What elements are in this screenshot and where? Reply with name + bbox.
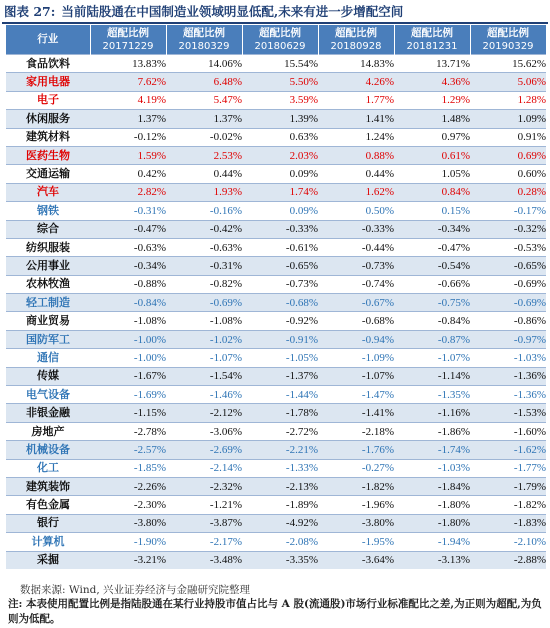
value-cell: -1.44%: [242, 386, 318, 404]
value-cell: -0.31%: [166, 257, 242, 275]
value-cell: -0.12%: [90, 128, 166, 146]
header-industry: 行业: [6, 25, 90, 55]
value-cell: -1.83%: [470, 514, 546, 532]
value-cell: 0.91%: [470, 128, 546, 146]
value-cell: -1.07%: [166, 349, 242, 367]
value-cell: -0.68%: [318, 312, 394, 330]
value-cell: 0.44%: [318, 165, 394, 183]
table-row: [6, 386, 546, 404]
industry-cell: 商业贸易: [6, 312, 90, 330]
header-col-date: 20180329: [178, 40, 230, 52]
value-cell: -1.08%: [90, 312, 166, 330]
value-cell: -1.35%: [394, 386, 470, 404]
table-row: [6, 349, 546, 367]
industry-cell: 建筑材料: [6, 128, 90, 146]
value-cell: -2.72%: [242, 422, 318, 440]
value-cell: 5.06%: [470, 73, 546, 91]
value-cell: 1.05%: [394, 165, 470, 183]
table-row: [6, 312, 546, 330]
value-cell: -2.78%: [90, 422, 166, 440]
value-cell: -0.65%: [470, 257, 546, 275]
table-row: [6, 202, 546, 220]
table-row: [6, 294, 546, 312]
value-cell: 5.47%: [166, 91, 242, 109]
value-cell: -0.66%: [394, 275, 470, 293]
value-cell: -1.14%: [394, 367, 470, 385]
industry-cell: 食品饮料: [6, 55, 90, 73]
value-cell: -1.95%: [318, 533, 394, 551]
value-cell: -0.69%: [470, 275, 546, 293]
value-cell: 1.48%: [394, 110, 470, 128]
table-row: [6, 110, 546, 128]
value-cell: -0.42%: [166, 220, 242, 238]
value-cell: 14.06%: [166, 55, 242, 73]
value-cell: -1.36%: [470, 367, 546, 385]
industry-cell: 轻工制造: [6, 294, 90, 312]
industry-cell: 家用电器: [6, 73, 90, 91]
value-cell: -0.61%: [242, 238, 318, 256]
value-cell: 1.74%: [242, 183, 318, 201]
header-col-6: [470, 25, 546, 55]
header-col-3: [242, 25, 318, 55]
footnote: 注: 本表使用配置比例是指陆股通在某行业持股市值占比与 A 股(流通股)市场行业标准配比之差,为正则为超配,为负则为低配。: [8, 598, 542, 625]
value-cell: -1.96%: [318, 496, 394, 514]
industry-cell: 非银金融: [6, 404, 90, 422]
value-cell: -1.37%: [242, 367, 318, 385]
table-row: [6, 220, 546, 238]
industry-cell: 通信: [6, 349, 90, 367]
value-cell: -0.86%: [470, 312, 546, 330]
table-body: [6, 55, 546, 569]
value-cell: -2.17%: [166, 533, 242, 551]
header-col-label: 超配比例: [411, 26, 453, 39]
value-cell: -4.92%: [242, 514, 318, 532]
value-cell: 2.53%: [166, 146, 242, 164]
value-cell: -0.82%: [166, 275, 242, 293]
value-cell: 1.24%: [318, 128, 394, 146]
value-cell: -0.33%: [318, 220, 394, 238]
value-cell: 13.71%: [394, 55, 470, 73]
value-cell: -0.34%: [394, 220, 470, 238]
value-cell: -1.21%: [166, 496, 242, 514]
value-cell: -1.03%: [394, 459, 470, 477]
value-cell: -1.79%: [470, 477, 546, 495]
value-cell: -1.41%: [318, 404, 394, 422]
header-col-1: [90, 25, 166, 55]
source-note: 数据来源: Wind, 兴业证券经济与金融研究院整理: [20, 584, 250, 596]
value-cell: 0.28%: [470, 183, 546, 201]
value-cell: -1.94%: [394, 533, 470, 551]
value-cell: -1.54%: [166, 367, 242, 385]
header-col-5: [394, 25, 470, 55]
value-cell: 0.69%: [470, 146, 546, 164]
value-cell: 1.28%: [470, 91, 546, 109]
value-cell: 13.83%: [90, 55, 166, 73]
header-col-4: [318, 25, 394, 55]
industry-cell: 医药生物: [6, 146, 90, 164]
value-cell: 3.59%: [242, 91, 318, 109]
table-row: [6, 533, 546, 551]
industry-cell: 交通运输: [6, 165, 90, 183]
header-col-label: 超配比例: [487, 26, 529, 39]
value-cell: -2.10%: [470, 533, 546, 551]
value-cell: 1.59%: [90, 146, 166, 164]
value-cell: -2.08%: [242, 533, 318, 551]
value-cell: -2.13%: [242, 477, 318, 495]
value-cell: -0.67%: [318, 294, 394, 312]
value-cell: -1.69%: [90, 386, 166, 404]
value-cell: -2.88%: [470, 551, 546, 569]
value-cell: -0.47%: [90, 220, 166, 238]
figure-title-text: 当前陆股通在中国制造业领域明显低配,未来有进一步增配空间: [61, 4, 404, 19]
table-row: [6, 183, 546, 201]
value-cell: 1.41%: [318, 110, 394, 128]
figure-label: 图表 27:: [4, 4, 56, 19]
industry-cell: 传媒: [6, 367, 90, 385]
value-cell: 15.62%: [470, 55, 546, 73]
value-cell: -2.26%: [90, 477, 166, 495]
value-cell: -2.30%: [90, 496, 166, 514]
value-cell: -1.07%: [318, 367, 394, 385]
value-cell: -2.69%: [166, 441, 242, 459]
value-cell: 0.15%: [394, 202, 470, 220]
value-cell: -2.14%: [166, 459, 242, 477]
value-cell: -0.53%: [470, 238, 546, 256]
value-cell: -1.33%: [242, 459, 318, 477]
table-row: [6, 330, 546, 348]
value-cell: -1.78%: [242, 404, 318, 422]
table-row: [6, 441, 546, 459]
value-cell: 4.36%: [394, 73, 470, 91]
value-cell: 0.44%: [166, 165, 242, 183]
industry-cell: 化工: [6, 459, 90, 477]
industry-cell: 机械设备: [6, 441, 90, 459]
value-cell: -1.76%: [318, 441, 394, 459]
table-row: [6, 404, 546, 422]
value-cell: -1.74%: [394, 441, 470, 459]
header-col-label: 超配比例: [107, 26, 149, 39]
value-cell: -0.87%: [394, 330, 470, 348]
value-cell: 14.83%: [318, 55, 394, 73]
value-cell: -3.21%: [90, 551, 166, 569]
value-cell: -0.63%: [90, 238, 166, 256]
industry-cell: 电气设备: [6, 386, 90, 404]
industry-cell: 钢铁: [6, 202, 90, 220]
value-cell: -0.65%: [242, 257, 318, 275]
value-cell: 1.93%: [166, 183, 242, 201]
value-cell: -2.32%: [166, 477, 242, 495]
table-row: [6, 367, 546, 385]
value-cell: -1.90%: [90, 533, 166, 551]
value-cell: 1.37%: [166, 110, 242, 128]
value-cell: 4.19%: [90, 91, 166, 109]
value-cell: 1.29%: [394, 91, 470, 109]
table-header-row: [6, 25, 546, 55]
value-cell: -0.33%: [242, 220, 318, 238]
value-cell: -0.97%: [470, 330, 546, 348]
value-cell: -0.34%: [90, 257, 166, 275]
value-cell: -1.46%: [166, 386, 242, 404]
value-cell: -0.27%: [318, 459, 394, 477]
industry-cell: 公用事业: [6, 257, 90, 275]
value-cell: 2.82%: [90, 183, 166, 201]
table-row: [6, 257, 546, 275]
value-cell: 2.03%: [242, 146, 318, 164]
table-row: [6, 275, 546, 293]
value-cell: -0.88%: [90, 275, 166, 293]
value-cell: -1.03%: [470, 349, 546, 367]
value-cell: -1.86%: [394, 422, 470, 440]
industry-cell: 有色金属: [6, 496, 90, 514]
value-cell: -0.84%: [394, 312, 470, 330]
table-row: [6, 422, 546, 440]
value-cell: -2.21%: [242, 441, 318, 459]
table-row: [6, 91, 546, 109]
industry-cell: 银行: [6, 514, 90, 532]
industry-cell: 农林牧渔: [6, 275, 90, 293]
value-cell: -1.62%: [470, 441, 546, 459]
value-cell: -1.82%: [470, 496, 546, 514]
value-cell: -0.92%: [242, 312, 318, 330]
value-cell: 0.88%: [318, 146, 394, 164]
value-cell: -3.35%: [242, 551, 318, 569]
value-cell: 1.39%: [242, 110, 318, 128]
table-row: [6, 146, 546, 164]
value-cell: 6.48%: [166, 73, 242, 91]
value-cell: -0.54%: [394, 257, 470, 275]
industry-cell: 建筑装饰: [6, 477, 90, 495]
table-row: [6, 514, 546, 532]
industry-cell: 房地产: [6, 422, 90, 440]
value-cell: -0.02%: [166, 128, 242, 146]
table-row: [6, 55, 546, 73]
value-cell: -1.16%: [394, 404, 470, 422]
value-cell: -1.08%: [166, 312, 242, 330]
value-cell: -2.57%: [90, 441, 166, 459]
value-cell: -1.05%: [242, 349, 318, 367]
value-cell: -0.44%: [318, 238, 394, 256]
value-cell: 0.09%: [242, 165, 318, 183]
header-col-label: 超配比例: [335, 26, 377, 39]
value-cell: 1.09%: [470, 110, 546, 128]
value-cell: -3.13%: [394, 551, 470, 569]
header-col-date: 20190329: [482, 40, 534, 52]
table-row: [6, 459, 546, 477]
value-cell: -0.84%: [90, 294, 166, 312]
header-col-date: 20180629: [254, 40, 306, 52]
value-cell: -0.16%: [166, 202, 242, 220]
value-cell: -1.47%: [318, 386, 394, 404]
value-cell: -1.67%: [90, 367, 166, 385]
value-cell: -1.09%: [318, 349, 394, 367]
value-cell: 4.26%: [318, 73, 394, 91]
value-cell: -1.89%: [242, 496, 318, 514]
value-cell: -1.80%: [394, 514, 470, 532]
value-cell: -0.69%: [470, 294, 546, 312]
table-row: [6, 238, 546, 256]
table-row: [6, 73, 546, 91]
value-cell: 0.84%: [394, 183, 470, 201]
value-cell: 15.54%: [242, 55, 318, 73]
value-cell: -1.15%: [90, 404, 166, 422]
value-cell: 0.42%: [90, 165, 166, 183]
industry-cell: 纺织服装: [6, 238, 90, 256]
value-cell: -1.82%: [318, 477, 394, 495]
header-col-date: 20171229: [102, 40, 154, 52]
table-row: [6, 496, 546, 514]
value-cell: 0.97%: [394, 128, 470, 146]
value-cell: -2.12%: [166, 404, 242, 422]
overweight-table: [6, 25, 547, 569]
value-cell: -1.36%: [470, 386, 546, 404]
industry-cell: 综合: [6, 220, 90, 238]
value-cell: -1.02%: [166, 330, 242, 348]
value-cell: 5.50%: [242, 73, 318, 91]
value-cell: 0.61%: [394, 146, 470, 164]
header-col-label: 超配比例: [259, 26, 301, 39]
header-col-2: [166, 25, 242, 55]
title-rule: [2, 22, 548, 24]
industry-cell: 休闲服务: [6, 110, 90, 128]
value-cell: -0.75%: [394, 294, 470, 312]
value-cell: -0.94%: [318, 330, 394, 348]
value-cell: -0.32%: [470, 220, 546, 238]
value-cell: 0.63%: [242, 128, 318, 146]
value-cell: -1.84%: [394, 477, 470, 495]
value-cell: 0.50%: [318, 202, 394, 220]
table-row: [6, 128, 546, 146]
value-cell: -3.87%: [166, 514, 242, 532]
industry-cell: 计算机: [6, 533, 90, 551]
value-cell: -0.17%: [470, 202, 546, 220]
industry-cell: 国防军工: [6, 330, 90, 348]
value-cell: 1.62%: [318, 183, 394, 201]
value-cell: -0.73%: [242, 275, 318, 293]
header-col-date: 20180928: [330, 40, 382, 52]
table-row: [6, 551, 546, 569]
value-cell: -3.06%: [166, 422, 242, 440]
value-cell: -0.31%: [90, 202, 166, 220]
industry-cell: 采掘: [6, 551, 90, 569]
value-cell: -0.68%: [242, 294, 318, 312]
value-cell: -1.07%: [394, 349, 470, 367]
value-cell: -1.77%: [470, 459, 546, 477]
value-cell: -3.64%: [318, 551, 394, 569]
value-cell: -1.85%: [90, 459, 166, 477]
value-cell: -0.74%: [318, 275, 394, 293]
value-cell: -3.80%: [90, 514, 166, 532]
value-cell: -1.00%: [90, 330, 166, 348]
header-col-label: 超配比例: [183, 26, 225, 39]
header-col-date: 20181231: [406, 40, 458, 52]
value-cell: 1.77%: [318, 91, 394, 109]
value-cell: -0.91%: [242, 330, 318, 348]
value-cell: -1.80%: [394, 496, 470, 514]
value-cell: -1.60%: [470, 422, 546, 440]
industry-cell: 汽车: [6, 183, 90, 201]
value-cell: -2.18%: [318, 422, 394, 440]
value-cell: -3.48%: [166, 551, 242, 569]
value-cell: -0.63%: [166, 238, 242, 256]
table-row: [6, 477, 546, 495]
industry-cell: 电子: [6, 91, 90, 109]
value-cell: -1.00%: [90, 349, 166, 367]
value-cell: -3.80%: [318, 514, 394, 532]
value-cell: 1.37%: [90, 110, 166, 128]
value-cell: -0.69%: [166, 294, 242, 312]
table-row: [6, 165, 546, 183]
value-cell: -0.73%: [318, 257, 394, 275]
value-cell: 0.60%: [470, 165, 546, 183]
value-cell: 7.62%: [90, 73, 166, 91]
value-cell: 0.09%: [242, 202, 318, 220]
figure-title: [4, 2, 546, 22]
value-cell: -0.47%: [394, 238, 470, 256]
value-cell: -1.53%: [470, 404, 546, 422]
